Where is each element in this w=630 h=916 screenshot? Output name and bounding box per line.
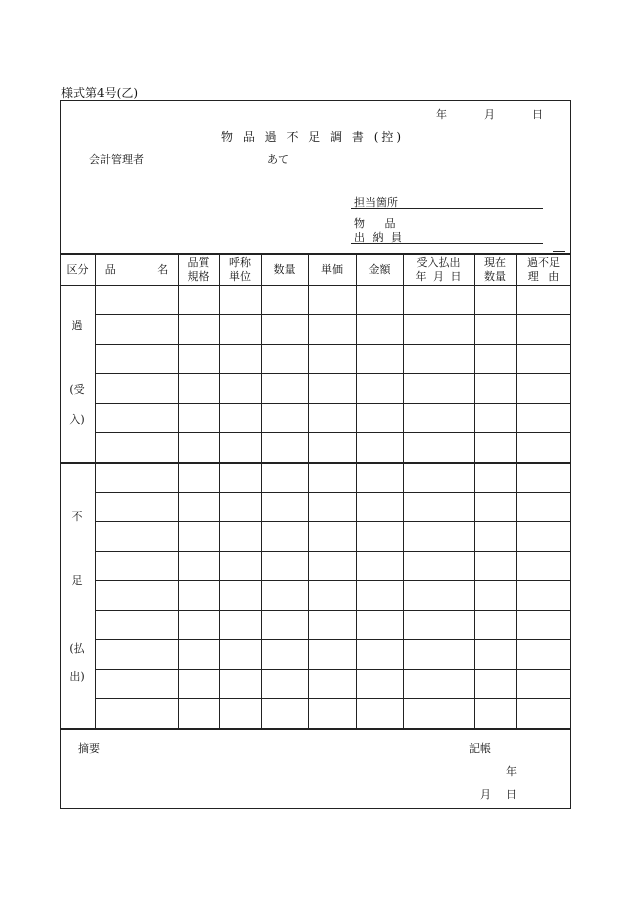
column-header-date: 受入払出 年 月 日 (415, 256, 462, 283)
column-divider (219, 253, 220, 728)
form-frame (60, 100, 571, 809)
table-row (96, 521, 571, 522)
column-header-amount: 金額 (368, 263, 391, 276)
section-shortage-char4: 出) (69, 670, 85, 683)
addressee-suffix: あて (267, 153, 289, 166)
table-row (96, 639, 571, 640)
section-excess-char3: 入) (69, 413, 85, 426)
column-divider (95, 253, 96, 728)
addressee-name: 会計管理者 (89, 153, 144, 166)
column-header-current-qty: 現在 数量 (484, 256, 506, 283)
record-year-label: 年 (506, 765, 517, 778)
section-divider (60, 462, 571, 464)
section-excess-char1: 過 (71, 319, 83, 332)
summary-label: 摘要 (78, 742, 100, 755)
column-divider (403, 253, 404, 728)
section-excess-char2: (受 (69, 383, 85, 396)
table-row (96, 551, 571, 552)
record-day-label: 日 (506, 788, 517, 801)
column-header-quantity: 数量 (273, 263, 296, 276)
date-month-label: 月 (484, 108, 495, 121)
table-row (96, 698, 571, 699)
record-label: 記帳 (469, 742, 491, 755)
column-header-unit: 呼称 単位 (229, 256, 251, 283)
table-row (96, 314, 571, 315)
column-divider (474, 253, 475, 728)
date-day-label: 日 (532, 108, 543, 121)
section-shortage-char1: 不 (71, 510, 83, 523)
table-row (96, 403, 571, 404)
column-header-reason: 過不足 理 由 (527, 256, 560, 283)
column-header-quality: 品質 規格 (187, 256, 210, 283)
section-shortage-char2: 足 (71, 574, 83, 587)
table-row (96, 669, 571, 670)
form-number: 様式第4号(乙) (61, 86, 138, 100)
section-shortage-char3: (払 (69, 642, 85, 655)
table-row (96, 610, 571, 611)
office-underline (351, 208, 543, 209)
column-divider (178, 253, 179, 728)
table-bottom-border (60, 728, 571, 730)
column-header-item-name: 品 名 (104, 263, 169, 276)
table-row (96, 580, 571, 581)
column-divider (261, 253, 262, 728)
document-title: 物 品 過 不 足 調 書 (控) (221, 130, 405, 144)
column-header-category: 区分 (66, 263, 89, 276)
custodian-label-line1: 物 品 (354, 217, 404, 230)
table-row (96, 432, 571, 433)
custodian-underline (351, 243, 543, 244)
office-label: 担当箇所 (354, 196, 398, 209)
date-year-label: 年 (436, 108, 447, 121)
column-divider (516, 253, 517, 728)
table-row (96, 373, 571, 374)
column-divider (308, 253, 309, 728)
table-row (96, 492, 571, 493)
table-row (96, 344, 571, 345)
column-divider (356, 253, 357, 728)
column-header-unit-price: 単価 (321, 263, 343, 276)
corner-mark (553, 251, 565, 252)
custodian-label-line2: 出 納 員 (354, 231, 404, 244)
record-month-label: 月 (480, 788, 491, 801)
